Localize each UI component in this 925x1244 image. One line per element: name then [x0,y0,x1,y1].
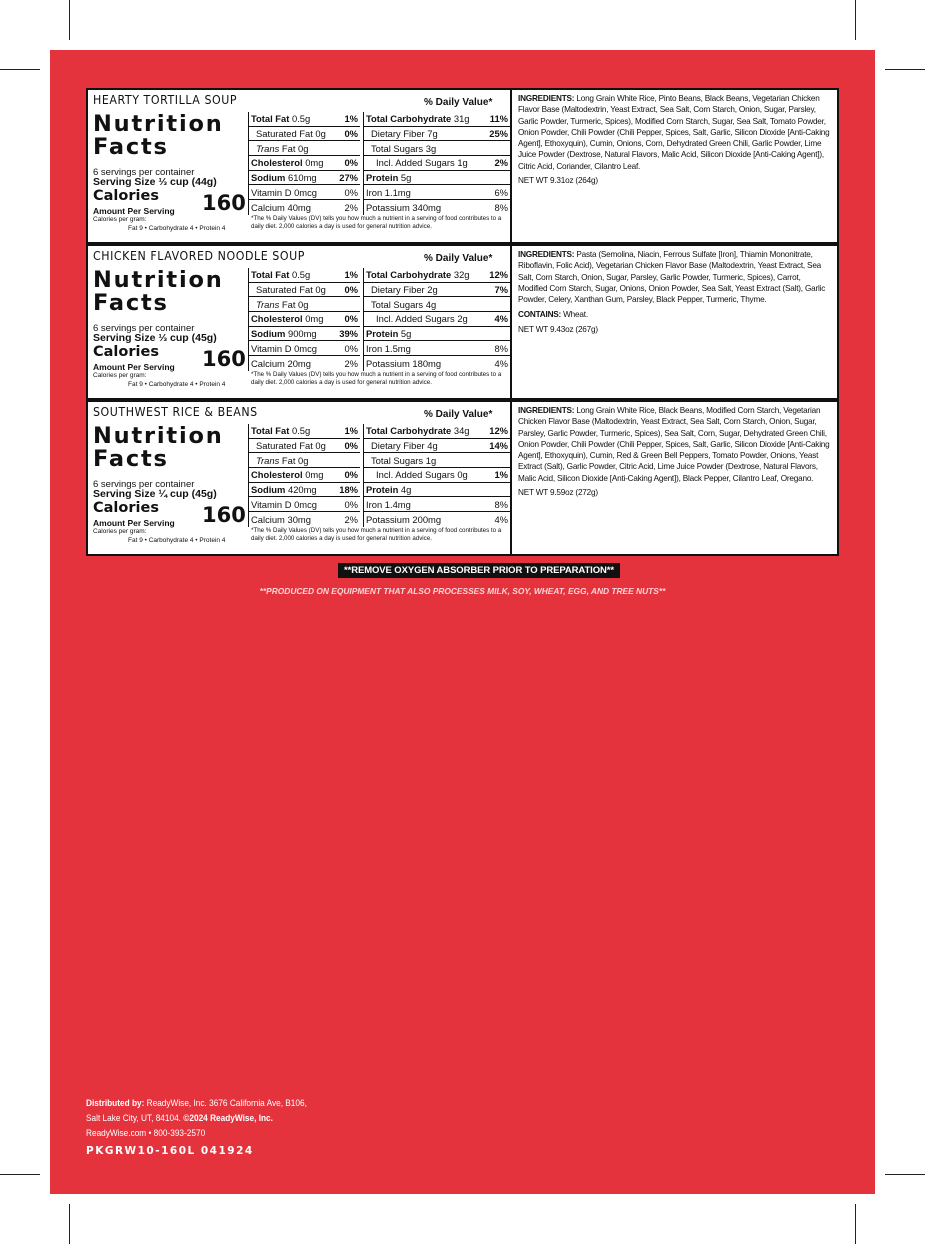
net-weight: NET WT 9.43oz (267g) [518,324,598,334]
nutrient-row [249,497,360,512]
nutrient-name-amount [251,157,323,168]
crop-mark [69,0,70,40]
nutrient-amount: 0.5g [291,425,311,437]
nutrient-name: Total Sugars [371,454,424,466]
nutrient-name: Cholesterol [251,313,303,325]
nutrient-name-amount [366,484,411,495]
nutrient-row [364,156,510,171]
nutrient-name-amount [366,143,436,154]
nutrient-amount: 610mg [287,172,317,184]
nutrient-amount: 1g [425,454,437,466]
nutrient-name-amount [366,172,411,183]
nutrient-name: Total Sugars [371,142,424,154]
nutrient-name-amount [366,187,411,198]
nutrient-row [364,127,510,142]
serving-size: Serving Size ¼ cup (45g) [93,488,217,500]
nutrient-name: Total Carbohydrate [366,425,452,437]
nutrient-percent: 0% [344,186,358,198]
product-name: CHICKEN FLAVORED NOODLE SOUP [93,249,305,263]
distributor-line2: Salt Lake City, UT, 84104. [86,1113,184,1123]
nutrient-row [364,424,510,439]
nutrient-amount: 30mg [287,513,311,525]
nutrient-row [249,327,360,342]
nutrient-amount: 1.4mg [384,498,411,510]
nutrient-percent: 8% [494,342,508,354]
nutrient-name: Calcium [251,201,285,213]
nutrient-row [249,356,360,371]
nutrient-name: Incl. Added Sugars [376,157,455,169]
nutrient-name: Total Fat [251,425,290,437]
nutrient-column-right [363,424,510,527]
servings-per-container: 6 servings per container [93,479,195,490]
nutrition-label-hearty-tortilla-soup [86,88,839,244]
nutrient-name: Incl. Added Sugars [376,313,455,325]
nutrient-row [364,171,510,186]
nutrient-row [249,171,360,186]
nutrient-name-amount [251,328,317,339]
product-name: SOUTHWEST RICE & BEANS [93,405,258,419]
nutrient-amount: 0g [315,284,326,296]
nutrient-amount: 0mg [305,469,324,481]
nutrient-amount: 2g [457,313,468,325]
nutrient-name-amount [251,313,323,324]
nutrient-percent: 0% [344,440,358,452]
nutrient-name: Potassium [366,201,410,213]
nutrient-row [364,439,510,454]
distributor-contact: ReadyWise.com • 800-393-2570 [86,1128,206,1138]
nutrition-facts-panel [88,246,512,398]
nutrient-name: Sodium [251,172,286,184]
nutrient-amount: 1g [457,157,468,169]
nutrient-percent: 0% [344,128,358,140]
calories-value: 160 [202,191,246,215]
nutrient-column-left [248,268,360,371]
nutrient-name: Trans [256,298,280,310]
net-weight: NET WT 9.59oz (272g) [518,488,598,498]
title-line: Facts [93,446,169,472]
nutrient-amount: 1.1mg [384,186,411,198]
nutrient-row [364,268,510,283]
nutrient-name-amount [251,440,326,451]
nutrient-amount: 900mg [287,328,317,340]
nutrient-name-amount [251,514,311,525]
nutrient-name: Sodium [251,484,286,496]
nutrient-percent: 2% [494,157,508,169]
nutrient-name: Vitamin D [251,498,292,510]
nutrient-name: Sodium [251,328,286,340]
nutrient-amount: 0g [457,469,468,481]
nutrient-name-amount [251,202,311,213]
nutrient-percent: 8% [494,498,508,510]
nutrient-amount: 0g [315,440,326,452]
nutrient-amount: 32g [453,269,470,281]
nutrient-name-amount [251,187,317,198]
nutrition-label-chicken-noodle-soup [86,244,839,400]
nutrient-column-right [363,268,510,371]
nutrient-amount: 2g [427,284,438,296]
calories-per-gram: Calories per gram: [93,216,147,223]
nutrient-name: Iron [366,342,383,354]
nutrient-name-amount [251,358,311,369]
nutrient-percent: 2% [344,513,358,525]
nutrient-row [249,312,360,327]
nutrition-facts-title [93,425,224,471]
nutrient-percent: 39% [339,328,358,340]
nutrient-name-amount [366,202,441,213]
nutrient-percent: 8% [494,201,508,213]
nutrient-row [364,327,510,342]
servings-per-container: 6 servings per container [93,167,195,178]
crop-mark [855,0,856,40]
nutrient-percent: 1% [344,113,358,125]
nutrient-row [249,341,360,356]
package-code: PKGRW10-160L 041924 [86,1145,254,1157]
nutrient-percent: 4% [494,313,508,325]
nutrient-name: Dietary Fiber [371,440,425,452]
daily-value-footnote: *The % Daily Values (DV) tells you how much a nutrient in a serving of food contributes to a daily diet. 2,000 calories a day is used for general nutrition advice. [251,215,502,230]
ingredients-head: INGREDIENTS: [518,406,575,415]
nutrient-amount: 0mcg [294,342,318,354]
nutrient-percent: 12% [489,425,508,437]
ingredients-list: Pasta (Semolina, Niacin, Ferrous Sulfate [Iron], Thiamin Mononitrate, Riboflavin, Folic Acid), Vegetarian Chicken Flavor Base (Maltodextrin, Yeast Extract, Sea Salt, Corn Starch, Onion, Sugar, Parsley, Garlic Powder, Turmeric, Spices), Carrot, Modified Corn Starch, Sugar, Onions, Onion Powder, Sea Salt, Yeast Extract (Salt), Garlic Powder, Celery, Xanthan Gum, Parsley, Black Pepper, Turmeric, Thyme. [518,250,826,305]
nutrient-amount: 0g [315,128,326,140]
calories-per-gram: Calories per gram: [93,528,147,535]
nutrient-percent: 0% [344,469,358,481]
nutrient-amount: 5g [400,328,412,340]
nutrient-row [249,268,360,283]
nutrient-percent: 0% [344,342,358,354]
servings-per-container: 6 servings per container [93,323,195,334]
nutrient-amount: 7g [427,128,438,140]
nutrient-row [249,185,360,200]
nutrient-name: Calcium [251,357,285,369]
nutrient-percent: 4% [494,357,508,369]
nutrient-row [249,283,360,298]
nutrient-name: Potassium [366,513,410,525]
nutrient-row [364,297,510,312]
ingredients-text [518,93,831,172]
crop-mark [0,69,40,70]
nutrient-name: Calcium [251,513,285,525]
crop-mark [0,1174,40,1175]
contains-statement [518,309,831,320]
nutrient-percent: 7% [494,284,508,296]
nutrient-amount: 1.5mg [384,342,411,354]
contains-value: Wheat. [563,310,588,320]
nutrient-row [249,112,360,127]
nutrient-name-amount [366,328,411,339]
nutrient-row [364,512,510,527]
title-line: Nutrition [93,111,224,137]
daily-value-footnote: *The % Daily Values (DV) tells you how much a nutrient in a serving of food contributes to a daily diet. 2,000 calories a day is used for general nutrition advice. [251,527,502,542]
nutrient-name-amount [366,269,470,280]
ingredients-list: Long Grain White Rice, Pinto Beans, Black Beans, Vegetarian Chicken Flavor Base (Maltodextrin, Yeast Extract, Sea Salt, Corn Starch, Onion, Sugar, Parsley, Garlic Powder, Turmeric, Spices), Modified Corn Starch, Sugar, Sea Salt, Tomato Powder, Onion Powder, Chili Powder (Chili Pepper, Spices, Salt, Garlic, Silicon Dioxide [Anti-Caking Agent], Ethoxyquin), Cumin, Onions, Corn, Dehydrated Green Chili, Garlic Powder, Lime Juice Powder (Dextrose, Natural Flavors, Malic Acid, Silicon Dioxide [Anti-Caking Agent]), Citric Acid, Coriander, Cilantro Leaf. [518,94,830,171]
nutrient-row [249,468,360,483]
nutrient-amount: 180mg [412,357,442,369]
nutrient-row [249,127,360,142]
daily-value-header: % Daily Value* [424,253,493,264]
allergen-warning: **PRODUCED ON EQUIPMENT THAT ALSO PROCESSES MILK, SOY, WHEAT, EGG, AND TREE NUTS** [259,586,666,596]
nutrient-percent: 0% [344,157,358,169]
nutrient-column-left [248,112,360,215]
nutrient-row [249,453,360,468]
nutrient-name-amount [251,128,326,139]
nutrient-row [249,141,360,156]
nutrient-name: Vitamin D [251,186,292,198]
nutrient-name: Cholesterol [251,157,303,169]
nutrient-name-amount [251,484,317,495]
distributor-info [86,1096,307,1141]
nutrient-amount: 0mcg [294,498,318,510]
nutrient-percent: 12% [489,269,508,281]
nutrition-facts-panel [88,90,512,242]
nutrient-column-right [363,112,510,215]
nutrient-row [364,483,510,498]
nutrient-row [249,156,360,171]
nutrient-name: Protein [366,484,399,496]
nutrient-percent: 6% [494,186,508,198]
nutrient-amount: 4g [425,298,437,310]
calories-per-gram: Calories per gram: [93,372,147,379]
nutrient-percent: 11% [489,113,508,125]
nutrient-percent: 0% [344,284,358,296]
nutrient-row [364,341,510,356]
nutrient-percent: 1% [494,469,508,481]
distributor-head: Distributed by: [86,1098,145,1108]
nutrient-column-left [248,424,360,527]
nutrient-name-amount [251,455,308,466]
calories-label: Calories [93,188,159,204]
nutrient-row [364,312,510,327]
nutrient-name-amount [251,143,308,154]
daily-value-footnote: *The % Daily Values (DV) tells you how much a nutrient in a serving of food contributes to a daily diet. 2,000 calories a day is used for general nutrition advice. [251,371,502,386]
nutrient-amount: 4g [427,440,438,452]
nutrient-name: Protein [366,172,399,184]
nutrient-name-amount [251,343,317,354]
nutrient-row [364,185,510,200]
amount-per-serving: Amount Per Serving [93,518,175,528]
nutrient-amount: 340mg [412,201,442,213]
nutrient-row [249,424,360,439]
nutrient-row [364,497,510,512]
crop-mark [885,1174,925,1175]
nutrient-row [364,356,510,371]
nutrient-percent: 4% [494,513,508,525]
nutrition-facts-panel [88,402,512,554]
nutrient-percent: 25% [489,128,508,140]
crop-mark [69,1204,70,1244]
product-name: HEARTY TORTILLA SOUP [93,93,238,107]
nutrient-name-amount [366,113,470,124]
nutrient-amount: 0mg [305,157,324,169]
nutrient-name-amount [366,440,438,451]
nutrient-amount: 200mg [412,513,442,525]
nutrient-row [364,283,510,298]
nutrient-percent: 2% [344,201,358,213]
nutrient-name-amount [251,269,310,280]
nutrient-amount: 4g [400,484,412,496]
nutrient-name: Potassium [366,357,410,369]
nutrient-name-amount [366,455,436,466]
amount-per-serving: Amount Per Serving [93,362,175,372]
ingredients-panel [514,402,837,554]
ingredients-head: INGREDIENTS: [518,94,575,103]
nutrient-amount: 34g [453,425,470,437]
nutrient-name: Protein [366,328,399,340]
nutrient-row [364,468,510,483]
ingredients-text [518,405,831,484]
crop-mark [885,69,925,70]
nutrient-percent: 0% [344,498,358,510]
nutrient-name: Saturated Fat [256,284,313,296]
title-line: Nutrition [93,423,224,449]
nutrition-facts-title [93,113,224,159]
nutrient-name: Incl. Added Sugars [376,469,455,481]
calories-per-gram-values: Fat 9 • Carbohydrate 4 • Protein 4 [128,225,226,232]
title-line: Nutrition [93,267,224,293]
nutrient-name-amount [366,157,468,168]
nutrient-amount: 420mg [287,484,317,496]
nutrient-name: Dietary Fiber [371,128,425,140]
nutrient-name-amount [366,313,468,324]
nutrient-percent: 1% [344,425,358,437]
nutrient-row [249,297,360,312]
net-weight: NET WT 9.31oz (264g) [518,176,598,186]
nutrient-name: Total Fat [251,113,290,125]
ingredients-list: Long Grain White Rice, Black Beans, Modified Corn Starch, Vegetarian Chicken Flavor Base (Maltodextrin, Yeast Extract, Sea Salt, Corn Starch, Onion, Sugar, Parsley, Garlic Powder, Turmeric, Spices), Sea Salt, Corn, Sugar, Dehydrated Green Chili, Onion Powder, Chili Powder (Chili Pepper, Spices, Salt, Garlic, Silicon Dioxide [Anti-Caking Agent], Ethoxyquin), Cumin, Red & Green Bell Peppers, Tomato Powder, Onions, Yeast Extract (Salt), Garlic Powder, Citric Acid, Lime Juice Powder (Dextrose, Natural Flavors, Malic Acid, Silicon Dioxide [Anti-Caking Agent]), Black Pepper, Cilantro Leaf, Oregano. [518,406,830,483]
nutrient-name-amount [366,358,441,369]
contains-head: CONTAINS: [518,310,562,320]
nutrient-percent: 0% [344,313,358,325]
nutrient-name: Cholesterol [251,469,303,481]
nutrient-name: Vitamin D [251,342,292,354]
nutrient-amount: 0.5g [291,269,311,281]
nutrient-name-amount [251,172,317,183]
nutrient-amount: 5g [400,172,412,184]
nutrient-name-amount [366,343,411,354]
nutrient-row [249,483,360,498]
nutrient-name: Trans [256,454,280,466]
nutrient-percent: 14% [489,440,508,452]
title-line: Facts [93,134,169,160]
nutrient-name-amount [366,425,470,436]
serving-size: Serving Size ⅓ cup (44g) [93,176,217,188]
nutrient-name: Saturated Fat [256,128,313,140]
nutrient-percent: 18% [339,484,358,496]
calories-value: 160 [202,503,246,527]
nutrient-row [249,512,360,527]
copyright: ©2024 ReadyWise, Inc. [183,1113,273,1123]
nutrient-amount: Fat 0g [281,298,309,310]
nutrient-row [249,200,360,215]
daily-value-header: % Daily Value* [424,409,493,420]
title-line: Facts [93,290,169,316]
nutrient-row [249,439,360,454]
ingredients-head: INGREDIENTS: [518,250,575,259]
ingredients-text [518,249,831,305]
nutrient-amount: 0.5g [291,113,311,125]
ingredients-panel [514,246,837,398]
calories-per-gram-values: Fat 9 • Carbohydrate 4 • Protein 4 [128,381,226,388]
nutrient-name: Saturated Fat [256,440,313,452]
calories-value: 160 [202,347,246,371]
nutrient-amount: Fat 0g [281,142,309,154]
nutrient-name-amount [366,284,438,295]
nutrition-label-southwest-rice-beans [86,400,839,556]
amount-per-serving: Amount Per Serving [93,206,175,216]
nutrient-name-amount [251,425,310,436]
nutrient-row [364,112,510,127]
calories-per-gram-values: Fat 9 • Carbohydrate 4 • Protein 4 [128,537,226,544]
nutrient-amount: 0mcg [294,186,318,198]
oxygen-absorber-warning: **REMOVE OXYGEN ABSORBER PRIOR TO PREPARATION** [338,563,620,578]
nutrient-amount: 3g [425,142,437,154]
nutrient-name: Dietary Fiber [371,284,425,296]
nutrient-name-amount [366,469,468,480]
nutrient-row [364,141,510,156]
nutrient-name: Total Carbohydrate [366,269,452,281]
daily-value-header: % Daily Value* [424,97,493,108]
nutrition-facts-title [93,269,224,315]
nutrient-amount: Fat 0g [281,454,309,466]
crop-mark [855,1204,856,1244]
nutrient-row [364,200,510,215]
nutrient-name-amount [251,113,310,124]
calories-label: Calories [93,500,159,516]
nutrient-name-amount [366,499,411,510]
nutrient-name-amount [251,499,317,510]
calories-label: Calories [93,344,159,360]
nutrient-name-amount [366,514,441,525]
nutrient-percent: 27% [339,172,358,184]
serving-size: Serving Size ⅓ cup (45g) [93,332,217,344]
nutrient-amount: 0mg [305,313,324,325]
nutrient-name-amount [251,284,326,295]
ingredients-panel [514,90,837,242]
nutrient-name-amount [251,469,323,480]
nutrient-name: Trans [256,142,280,154]
nutrient-name: Total Sugars [371,298,424,310]
nutrient-name: Total Fat [251,269,290,281]
nutrient-amount: 20mg [287,357,311,369]
nutrient-name-amount [251,299,308,310]
nutrient-percent: 2% [344,357,358,369]
nutrient-name-amount [366,128,438,139]
nutrient-name: Iron [366,498,383,510]
distributor-line1: ReadyWise, Inc. 3676 California Ave, B106, [144,1098,307,1108]
nutrient-name: Total Carbohydrate [366,113,452,125]
nutrient-amount: 31g [453,113,470,125]
nutrient-name-amount [366,299,436,310]
nutrient-amount: 40mg [287,201,311,213]
nutrient-row [364,453,510,468]
nutrient-percent: 1% [344,269,358,281]
nutrient-name: Iron [366,186,383,198]
